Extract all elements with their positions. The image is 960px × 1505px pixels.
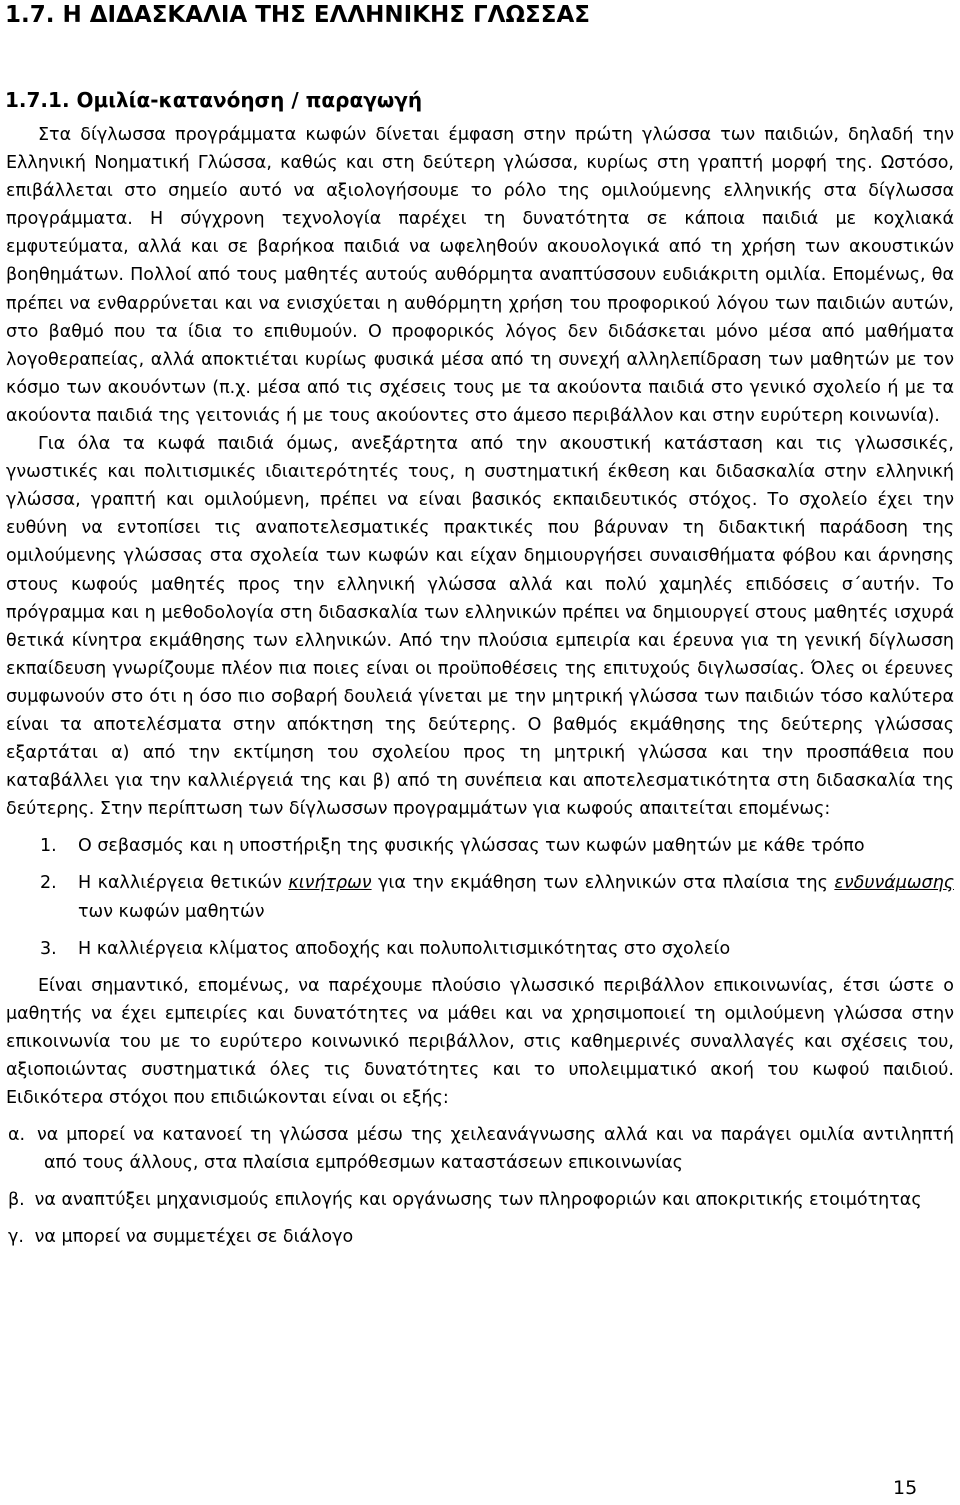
list-item-text-start: Η καλλιέργεια θετικών: [78, 873, 289, 894]
list-item: [6, 1121, 954, 1177]
paragraph-goals: Για όλα τα κωφά παιδιά όμως, ανεξάρτητα από την ακουστική κατάσταση και τις γλωσσικές, γνωστικές και πολιτισμικές ιδιαιτερότητές τους, η συστηματική έκθεση και διδασκαλία στην ελληνική γλώσσα, γραπτή και ομιλούμενη, πρέπει να είναι βασικός εκπαιδευτικός στόχος. Το σχολείο έχει την ευθύνη να εντοπίσει τις αναποτελεσματικές πρακτικές που βάρυναν τη διδακτική παράδοση της ομιλούμενης γλώσσας στα σχολεία των κωφών και είχαν δημιουργήσει συναισθήματα φόβου και άρνησης στους κωφούς μαθητές προς την ελληνική γλώσσα αλλά και πολύ χαμηλές επιδόσεις σ΄αυτήν. Το πρόγραμμα και η μεθοδολογία στη διδασκαλία των ελληνικών πρέπει να δημιουργεί στους μαθητές ισχυρά θετικά κίνητρα εκμάθησης των ελληνικών. Από την πλούσια εμπειρία και έρευνα για τη γενική δίγλωσση εκπαίδευση γνωρίζουμε πλέον πια ποιες είναι οι προϋποθέσεις της επιτυχούς διγλωσσίας. Όλες οι έρευνες συμφωνούν στο ότι η όσο πιο σοβαρή δουλειά γίνεται με την μητρική γλώσσα των παιδιών τόσο καλύτερα είναι τα αποτελέσματα στην απόκτηση της δεύτερης. Ο βαθμός εκμάθησης της δεύτερης γλώσσας εξαρτάται α) από την εκτίμηση του σχολείου προς τη μητρική γλώσσα και την προσπάθεια που καταβάλλει για την καλλιέργειά της και β) από τη συνέπεια και αποτελεσματικότητα στη διδασκαλία της δεύτερης. Στην περίπτωση των δίγλωσσων προγραμμάτων για κωφούς απαιτείται επομένως:: [6, 434, 954, 820]
list-item: [6, 1223, 954, 1251]
list-item-text: Ο σεβασμός και η υποστήριξη της φυσικής γλώσσας των κωφών μαθητών με κάθε τρόπο: [78, 836, 865, 857]
list-item-text: να μπορεί να κατανοεί τη γλώσσα μέσω της χειλεανάγνωσης αλλά και να παράγει ομιλία αντιληπτή από τους άλλους, στα πλαίσια εμπρόθεσμων καταστάσεων επικοινωνίας: [36, 1125, 954, 1174]
list-item-text-end: των κωφών μαθητών: [78, 901, 265, 922]
list-item: [6, 935, 954, 963]
list-item: [6, 1186, 954, 1214]
subsection-title: 1.7.1. Ομιλία-κατανόηση / παραγωγή: [5, 88, 423, 112]
list-item: [6, 832, 954, 860]
list-item-text: να αναπτύξει μηχανισμούς επιλογής και οργάνωσης των πληροφοριών και αποκριτικής ετοιμότητας: [34, 1190, 922, 1211]
list-item-number: 1.: [40, 836, 57, 857]
paragraph-intro: Στα δίγλωσσα προγράμματα κωφών δίνεται έμφαση στην πρώτη γλώσσα των παιδιών, δηλαδή την Ελληνική Νοηματική Γλώσσα, καθώς και στη δεύτερη γλώσσα, κυρίως στη γραπτή μορφή της. Ωστόσο, επιβάλλεται στο σημείο αυτό να αξιολογήσουμε το ρόλο της ομιλούμενης ελληνικής στα δίγλωσσα προγράμματα. Η σύγχρονη τεχνολογία παρέχει τη δυνατότητα σε κάποια παιδιά με κοχλιακά εμφυτεύματα, αλλά και σε βαρήκοα παιδιά να ωφεληθούν ακουολογικά από τη χρήση των ακουστικών βοηθημάτων. Πολλοί από τους μαθητές αυτούς αυθόρμητα αναπτύσσουν ευδιάκριτη ομιλία. Επομένως, θα πρέπει να ενθαρρύνεται και να ενισχύεται η αυθόρμητη χρήση του προφορικού λόγου των παιδιών αυτών, στο βαθμό που τα ίδια το επιθυμούν. Ο προφορικός λόγος δεν διδάσκεται μόνο μέσα από μαθήματα λογοθεραπείας, αλλά αποκτιέται κυρίως φυσικά μέσα από τη συνεχή αλληλεπίδραση των μαθητών με τον κόσμο των ακουόντων (π.χ. μέσα από τις σχέσεις τους με τα ακούοντα παιδιά στο γενικό σχολείο ή με τα ακούοντα παιδιά της γειτονιάς ή με τους ακούοντες στο άμεσο περιβάλλον και στην ευρύτερη κοινωνία).: [6, 125, 954, 426]
requirements-list: [6, 832, 954, 962]
list-item-text: [78, 869, 954, 925]
list-item: [6, 869, 954, 925]
document-body: [6, 121, 954, 1261]
list-item-text-middle: για την εκμάθηση των ελληνικών στα πλαίσια της: [371, 873, 835, 894]
objectives-list: [6, 1121, 954, 1251]
list-item-number: 3.: [40, 938, 57, 959]
paragraph-environment: Είναι σημαντικό, επομένως, να παρέχουμε πλούσιο γλωσσικό περιβάλλον επικοινωνίας, έτσι ώστε ο μαθητής να έχει εμπειρίες και δυνατότητες να μάθει και να χρησιμοποιεί τη ομιλούμενη γλώσσα στην επικοινωνία του με το ευρύτερο κοινωνικό περιβάλλον, στις καθημερινές συναλλαγές και σχέσεις του, αξιοποιώντας συστηματικά όλες τις δυνατότητες και το υπολειμματικό ακοή του κωφού παιδιού. Ειδικότερα στόχοι που επιδιώκονται είναι οι εξής:: [6, 975, 954, 1109]
list-item-marker: β.: [8, 1190, 25, 1211]
emphasis-empowerment: ενδυνάμωσης: [834, 873, 954, 894]
list-item-number: 2.: [40, 873, 57, 894]
list-item-text: Η καλλιέργεια κλίματος αποδοχής και πολυπολιτισμικότητας στο σχολείο: [78, 938, 731, 959]
list-item-marker: γ.: [8, 1227, 24, 1248]
list-item-marker: α.: [8, 1125, 26, 1146]
section-title: 1.7. Η ΔΙΔΑΣΚΑΛΙΑ ΤΗΣ ΕΛΛΗΝΙΚΗΣ ΓΛΩΣΣΑΣ: [5, 2, 590, 28]
page-number: 15: [893, 1477, 918, 1499]
list-item-text: να μπορεί να συμμετέχει σε διάλογο: [34, 1227, 354, 1248]
emphasis-motivation: κινήτρων: [288, 873, 372, 894]
